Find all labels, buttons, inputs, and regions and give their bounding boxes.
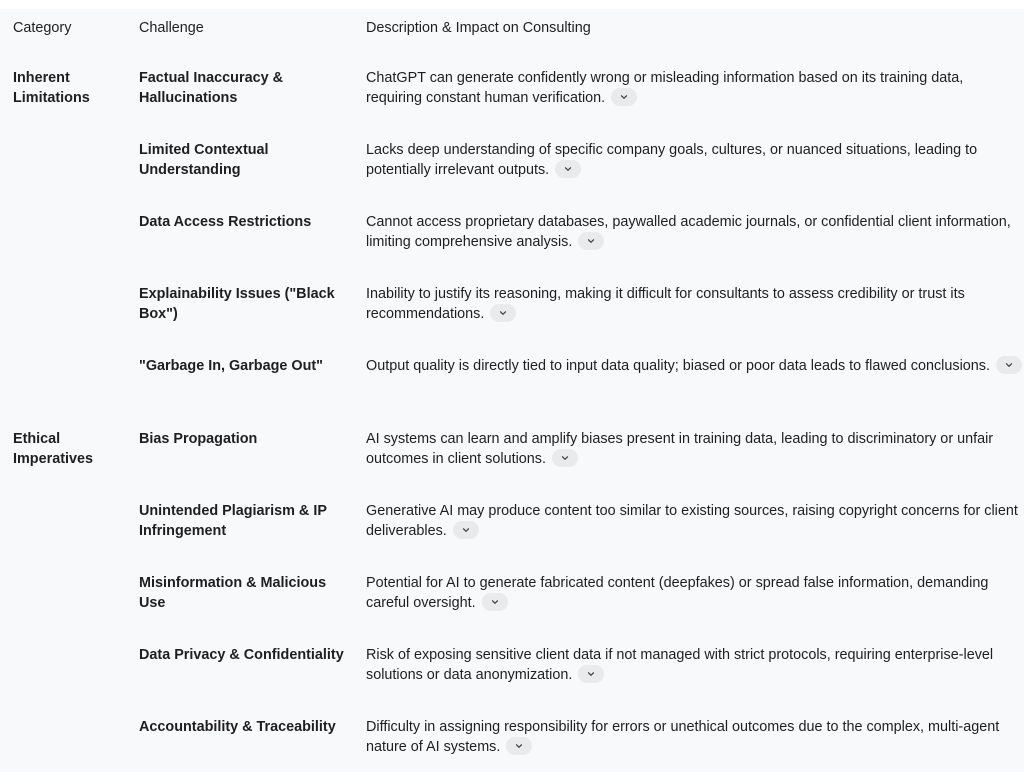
expand-chevron-button[interactable] xyxy=(611,88,637,106)
chevron-down-icon xyxy=(563,164,573,174)
challenge-label: Explainability Issues ("Black Box") xyxy=(139,286,335,322)
challenge-label: Data Access Restrictions xyxy=(139,214,312,230)
expand-chevron-button[interactable] xyxy=(482,593,508,611)
header-description: Description & Impact on Consulting xyxy=(366,20,591,36)
description-text: Generative AI may produce content too similar to existing sources, raising copyright concerns for client deliverables. xyxy=(366,503,1018,539)
expand-chevron-button[interactable] xyxy=(578,232,604,250)
description-text: Difficulty in assigning responsibility for errors or unethical outcomes due to the complex, multi-agent nature of AI systems. xyxy=(366,719,1000,755)
challenge-label: "Garbage In, Garbage Out" xyxy=(139,358,323,374)
chevron-down-icon xyxy=(514,741,524,751)
description-text: AI systems can learn and amplify biases present in training data, leading to discriminatory or unfair outcomes in client solutions. xyxy=(366,431,994,467)
chevron-down-icon xyxy=(619,92,629,102)
description-text: Potential for AI to generate fabricated content (deepfakes) or spread false information, demanding careful oversight. xyxy=(366,575,989,611)
chevron-down-icon xyxy=(586,236,596,246)
expand-chevron-button[interactable] xyxy=(453,521,479,539)
comparison-table xyxy=(0,9,1024,772)
challenge-label: Unintended Plagiarism & IP Infringement xyxy=(139,503,327,539)
description-cell xyxy=(366,356,1022,376)
expand-chevron-button[interactable] xyxy=(555,160,581,178)
chevron-down-icon xyxy=(490,597,500,607)
description-cell xyxy=(366,429,1022,469)
description-text: Output quality is directly tied to input data quality; biased or poor data leads to flawed conclusions. xyxy=(366,358,990,374)
chevron-down-icon xyxy=(1004,360,1014,370)
description-cell xyxy=(366,645,1022,685)
challenge-label: Bias Propagation xyxy=(139,431,258,447)
description-text: Inability to justify its reasoning, making it difficult for consultants to assess credibility or trust its recommendations. xyxy=(366,286,965,322)
description-cell xyxy=(366,140,1022,180)
description-text: Lacks deep understanding of specific company goals, cultures, or nuanced situations, leading to potentially irrelevant outputs. xyxy=(366,142,978,178)
description-cell xyxy=(366,212,1022,252)
challenge-label: Limited Contextual Understanding xyxy=(139,142,269,178)
description-cell xyxy=(366,284,1022,324)
challenge-label: Misinformation & Malicious Use xyxy=(139,575,327,611)
expand-chevron-button[interactable] xyxy=(490,304,516,322)
description-cell xyxy=(366,501,1022,541)
description-cell xyxy=(366,573,1022,613)
category-ethical-imperatives: Ethical Imperatives xyxy=(13,431,93,467)
chevron-down-icon xyxy=(461,525,471,535)
description-text: ChatGPT can generate confidently wrong or misleading information based on its training data, requiring constant human verification. xyxy=(366,70,964,106)
challenge-label: Factual Inaccuracy & Hallucinations xyxy=(139,70,283,106)
description-text: Risk of exposing sensitive client data if not managed with strict protocols, requiring enterprise-level solutions or data anonymization. xyxy=(366,647,994,683)
chevron-down-icon xyxy=(586,669,596,679)
description-cell xyxy=(366,68,1022,108)
expand-chevron-button[interactable] xyxy=(506,737,532,755)
header-category: Category xyxy=(13,20,72,36)
challenge-label: Data Privacy & Confidentiality xyxy=(139,647,344,663)
chevron-down-icon xyxy=(498,308,508,318)
header-challenge: Challenge xyxy=(139,20,204,36)
description-text: Cannot access proprietary databases, paywalled academic journals, or confidential client information, limiting comprehensive analysis. xyxy=(366,214,1011,250)
expand-chevron-button[interactable] xyxy=(578,665,604,683)
expand-chevron-button[interactable] xyxy=(996,356,1022,374)
challenge-label: Accountability & Traceability xyxy=(139,719,336,735)
chevron-down-icon xyxy=(560,453,570,463)
expand-chevron-button[interactable] xyxy=(552,449,578,467)
category-inherent-limitations: Inherent Limitations xyxy=(13,70,90,106)
description-cell xyxy=(366,717,1022,757)
